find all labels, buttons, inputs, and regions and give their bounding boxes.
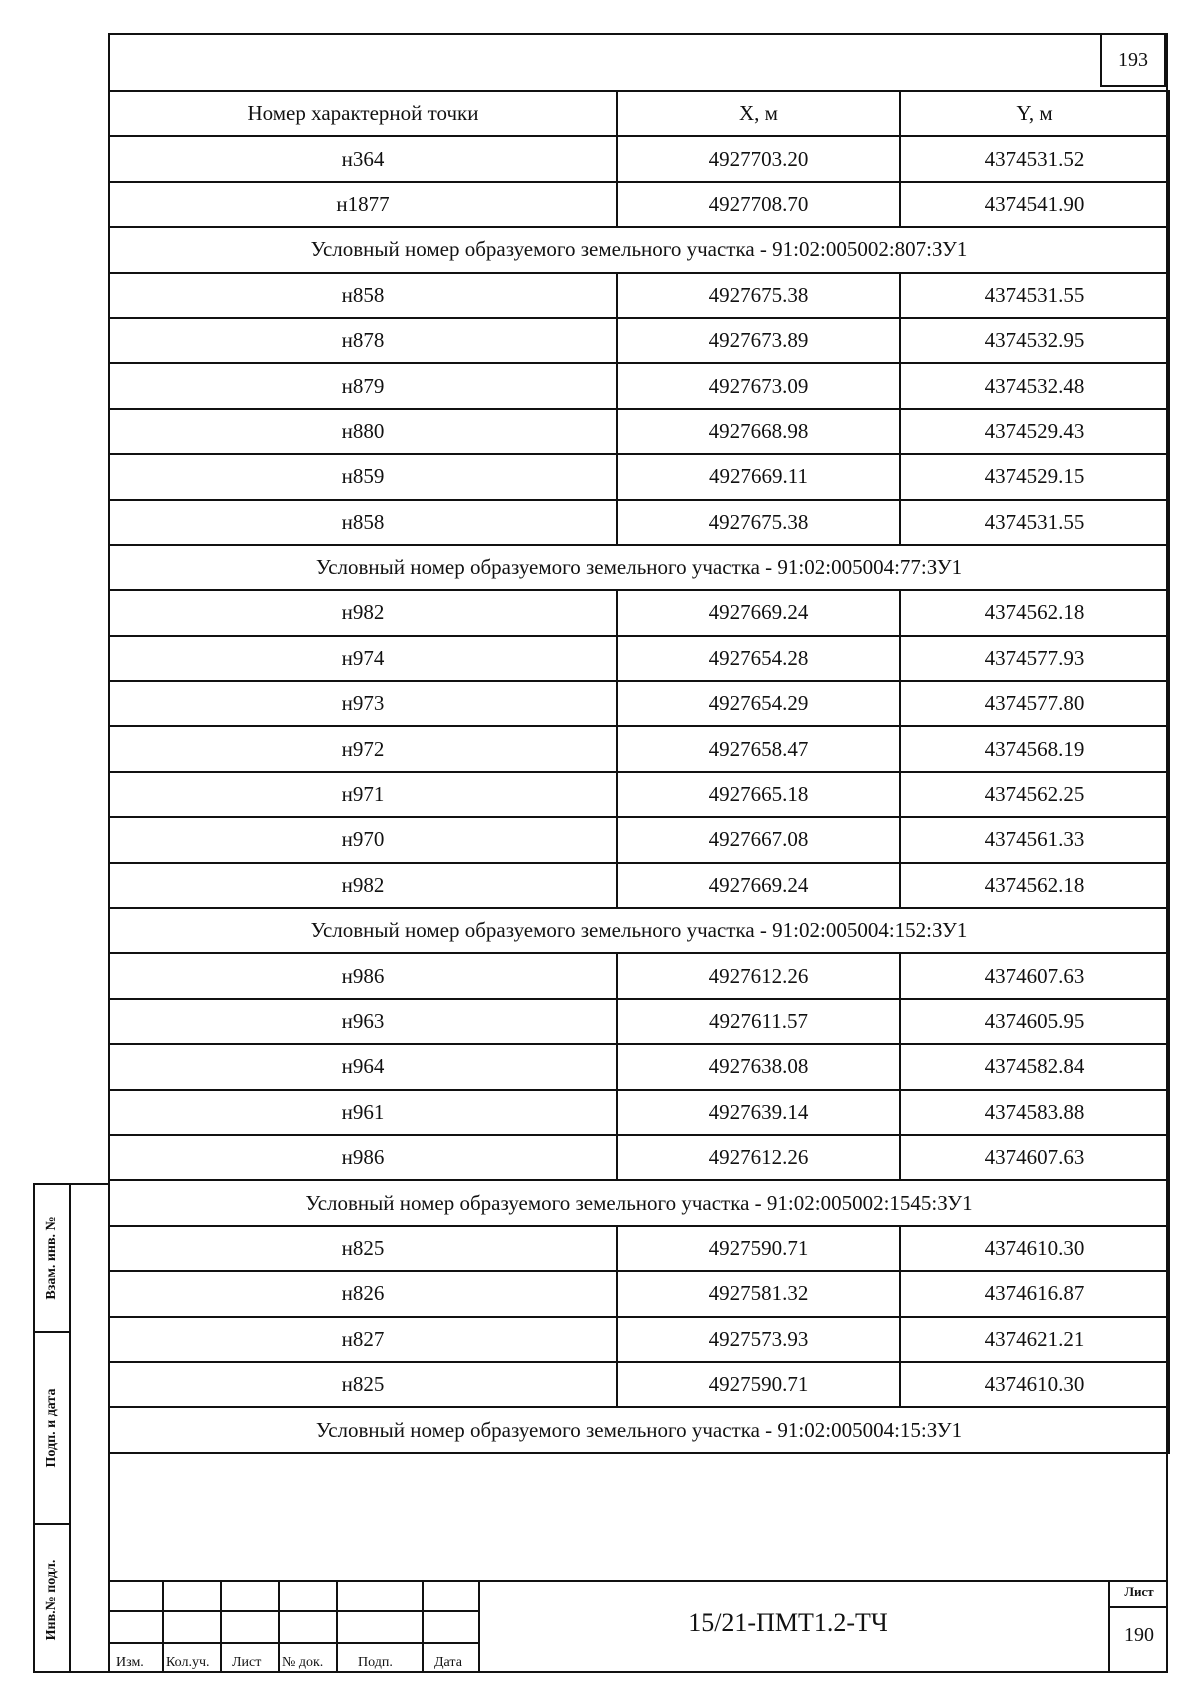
table-row xyxy=(109,1090,1169,1135)
coordinates-table xyxy=(108,90,1170,1454)
point-number-cell: н858 xyxy=(109,273,617,318)
y-coordinate-cell: 4374532.48 xyxy=(900,363,1169,408)
section-row xyxy=(109,545,1169,590)
table-header-row xyxy=(109,91,1169,136)
point-number-cell: н1877 xyxy=(109,182,617,227)
point-number-cell: н986 xyxy=(109,953,617,998)
y-coordinate-cell: 4374561.33 xyxy=(900,817,1169,862)
table-row xyxy=(109,863,1169,908)
tb-col-count xyxy=(164,1582,222,1673)
y-coordinate-cell: 4374532.95 xyxy=(900,318,1169,363)
point-number-cell: н880 xyxy=(109,409,617,454)
section-title: Условный номер образуемого земельного участка - 91:02:005004:77:ЗУ1 xyxy=(109,545,1169,590)
table-row xyxy=(109,953,1169,998)
y-coordinate-cell: 4374607.63 xyxy=(900,953,1169,998)
x-coordinate-cell: 4927611.57 xyxy=(617,999,900,1044)
section-title: Условный номер образуемого земельного участка - 91:02:005002:1545:ЗУ1 xyxy=(109,1180,1169,1225)
y-coordinate-cell: 4374529.15 xyxy=(900,454,1169,499)
point-number-cell: н964 xyxy=(109,1044,617,1089)
y-coordinate-cell: 4374577.80 xyxy=(900,681,1169,726)
side-stamp-divider xyxy=(69,1185,71,1671)
point-number-cell: н364 xyxy=(109,136,617,181)
section-title: Условный номер образуемого земельного участка - 91:02:005004:15:ЗУ1 xyxy=(109,1407,1169,1452)
side-stamp xyxy=(33,1183,108,1673)
y-coordinate-cell: 4374562.18 xyxy=(900,590,1169,635)
x-coordinate-cell: 4927612.26 xyxy=(617,953,900,998)
tb-label-doc-number: № док. xyxy=(282,1655,324,1670)
y-coordinate-cell: 4374577.93 xyxy=(900,636,1169,681)
point-number-cell: н963 xyxy=(109,999,617,1044)
header-point-number: Номер характерной точки xyxy=(109,91,617,136)
section-title: Условный номер образуемого земельного участка - 91:02:005004:152:ЗУ1 xyxy=(109,908,1169,953)
y-coordinate-cell: 4374621.21 xyxy=(900,1317,1169,1362)
table-row xyxy=(109,409,1169,454)
header-y: Y, м xyxy=(900,91,1169,136)
section-row xyxy=(109,1407,1169,1452)
sheet-number: 190 xyxy=(1124,1624,1154,1646)
y-coordinate-cell: 4374562.25 xyxy=(900,772,1169,817)
table-row xyxy=(109,182,1169,227)
section-row xyxy=(109,227,1169,272)
y-coordinate-cell: 4374529.43 xyxy=(900,409,1169,454)
table-row xyxy=(109,817,1169,862)
table-row xyxy=(109,1044,1169,1089)
title-block xyxy=(108,1580,1168,1673)
table-row xyxy=(109,136,1169,181)
x-coordinate-cell: 4927675.38 xyxy=(617,500,900,545)
table-body xyxy=(109,136,1169,1452)
point-number-cell: н878 xyxy=(109,318,617,363)
side-label-replace-inventory: Взам. инв. № xyxy=(44,1216,59,1300)
x-coordinate-cell: 4927665.18 xyxy=(617,772,900,817)
x-coordinate-cell: 4927667.08 xyxy=(617,817,900,862)
y-coordinate-cell: 4374605.95 xyxy=(900,999,1169,1044)
header-x: X, м xyxy=(617,91,900,136)
sheet-box-divider xyxy=(1110,1606,1168,1608)
section-title: Условный номер образуемого земельного участка - 91:02:005002:807:ЗУ1 xyxy=(109,227,1169,272)
x-coordinate-cell: 4927669.24 xyxy=(617,590,900,635)
point-number-cell: н825 xyxy=(109,1362,617,1407)
tb-col-doc-number xyxy=(280,1582,338,1673)
table-row xyxy=(109,273,1169,318)
x-coordinate-cell: 4927675.38 xyxy=(617,273,900,318)
side-label-signature-date: Подп. и дата xyxy=(44,1388,59,1468)
tb-col-change xyxy=(108,1582,164,1673)
table-row xyxy=(109,999,1169,1044)
table-row xyxy=(109,772,1169,817)
x-coordinate-cell: 4927612.26 xyxy=(617,1135,900,1180)
side-label-original-inventory: Инв.№ подл. xyxy=(44,1559,59,1641)
table-row xyxy=(109,454,1169,499)
y-coordinate-cell: 4374607.63 xyxy=(900,1135,1169,1180)
table-row xyxy=(109,1271,1169,1316)
x-coordinate-cell: 4927638.08 xyxy=(617,1044,900,1089)
y-coordinate-cell: 4374531.55 xyxy=(900,273,1169,318)
point-number-cell: н986 xyxy=(109,1135,617,1180)
y-coordinate-cell: 4374541.90 xyxy=(900,182,1169,227)
x-coordinate-cell: 4927669.24 xyxy=(617,863,900,908)
x-coordinate-cell: 4927703.20 xyxy=(617,136,900,181)
sheet-box xyxy=(1108,1582,1168,1673)
table-row xyxy=(109,681,1169,726)
y-coordinate-cell: 4374583.88 xyxy=(900,1090,1169,1135)
point-number-cell: н970 xyxy=(109,817,617,862)
y-coordinate-cell: 4374568.19 xyxy=(900,726,1169,771)
table-row xyxy=(109,1362,1169,1407)
tb-label-signature: Подп. xyxy=(358,1655,393,1670)
x-coordinate-cell: 4927708.70 xyxy=(617,182,900,227)
point-number-cell: н972 xyxy=(109,726,617,771)
x-coordinate-cell: 4927581.32 xyxy=(617,1271,900,1316)
x-coordinate-cell: 4927590.71 xyxy=(617,1226,900,1271)
x-coordinate-cell: 4927668.98 xyxy=(617,409,900,454)
y-coordinate-cell: 4374616.87 xyxy=(900,1271,1169,1316)
x-coordinate-cell: 4927573.93 xyxy=(617,1317,900,1362)
point-number-cell: н827 xyxy=(109,1317,617,1362)
x-coordinate-cell: 4927654.29 xyxy=(617,681,900,726)
y-coordinate-cell: 4374610.30 xyxy=(900,1362,1169,1407)
section-row xyxy=(109,1180,1169,1225)
x-coordinate-cell: 4927669.11 xyxy=(617,454,900,499)
y-coordinate-cell: 4374531.52 xyxy=(900,136,1169,181)
point-number-cell: н826 xyxy=(109,1271,617,1316)
x-coordinate-cell: 4927658.47 xyxy=(617,726,900,771)
point-number-cell: н858 xyxy=(109,500,617,545)
point-number-cell: н859 xyxy=(109,454,617,499)
tb-label-count: Кол.уч. xyxy=(166,1655,210,1670)
side-cell-replace-inventory xyxy=(35,1185,69,1333)
table-row xyxy=(109,363,1169,408)
table-row xyxy=(109,500,1169,545)
point-number-cell: н982 xyxy=(109,863,617,908)
document-code: 15/21-ПМТ1.2-ТЧ xyxy=(688,1608,888,1637)
section-row xyxy=(109,908,1169,953)
y-coordinate-cell: 4374582.84 xyxy=(900,1044,1169,1089)
tb-label-change: Изм. xyxy=(116,1655,144,1670)
sheet-label: Лист xyxy=(1124,1584,1154,1599)
table-row xyxy=(109,1135,1169,1180)
table-row xyxy=(109,318,1169,363)
y-coordinate-cell: 4374531.55 xyxy=(900,500,1169,545)
table-row xyxy=(109,726,1169,771)
x-coordinate-cell: 4927654.28 xyxy=(617,636,900,681)
table-row xyxy=(109,1226,1169,1271)
y-coordinate-cell: 4374562.18 xyxy=(900,863,1169,908)
table-row xyxy=(109,1317,1169,1362)
tb-row-line-2 xyxy=(108,1642,480,1644)
point-number-cell: н982 xyxy=(109,590,617,635)
point-number-cell: н961 xyxy=(109,1090,617,1135)
point-number-cell: н879 xyxy=(109,363,617,408)
point-number-cell: н825 xyxy=(109,1226,617,1271)
page-number-top: 193 xyxy=(1100,33,1166,87)
side-cell-original-inventory xyxy=(35,1525,69,1675)
x-coordinate-cell: 4927590.71 xyxy=(617,1362,900,1407)
x-coordinate-cell: 4927673.89 xyxy=(617,318,900,363)
tb-col-sheet xyxy=(222,1582,280,1673)
y-coordinate-cell: 4374610.30 xyxy=(900,1226,1169,1271)
tb-col-date xyxy=(424,1582,480,1673)
point-number-cell: н974 xyxy=(109,636,617,681)
tb-label-date: Дата xyxy=(434,1655,462,1670)
tb-col-signature xyxy=(338,1582,424,1673)
table-row xyxy=(109,590,1169,635)
x-coordinate-cell: 4927639.14 xyxy=(617,1090,900,1135)
table-row xyxy=(109,636,1169,681)
tb-row-line-1 xyxy=(108,1610,480,1612)
point-number-cell: н973 xyxy=(109,681,617,726)
side-cell-signature-date xyxy=(35,1333,69,1525)
tb-label-sheet: Лист xyxy=(232,1655,262,1670)
point-number-cell: н971 xyxy=(109,772,617,817)
x-coordinate-cell: 4927673.09 xyxy=(617,363,900,408)
